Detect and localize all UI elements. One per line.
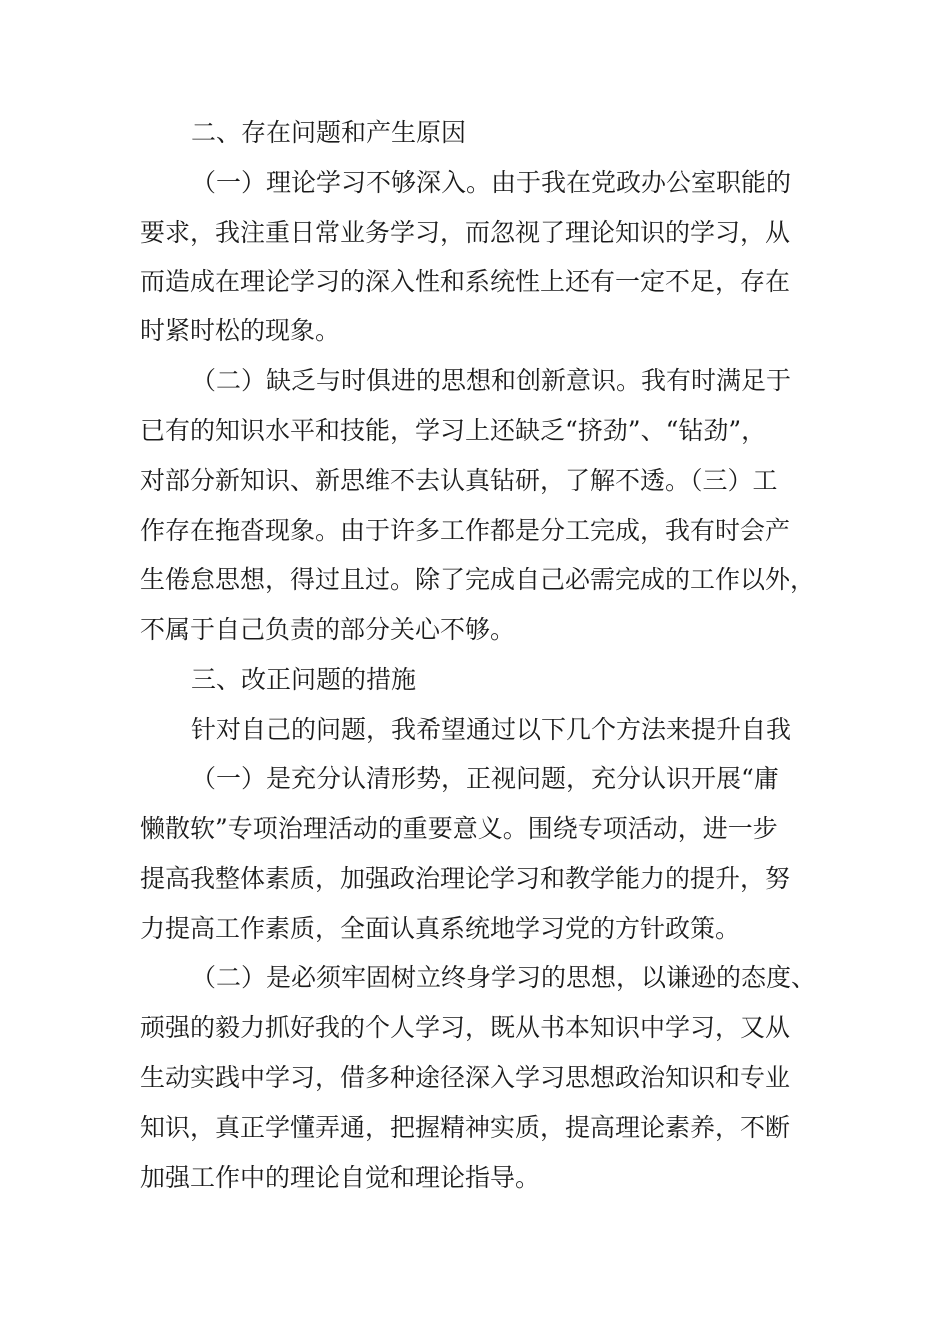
paragraph-line: 知识，真正学懂弄通，把握精神实质，提高理论素养，不断 bbox=[140, 1113, 791, 1142]
paragraph-line: （二）缺乏与时俱进的思想和创新意识。我有时满足于 bbox=[191, 366, 792, 395]
paragraph-line: 而造成在理论学习的深入性和系统性上还有一定不足，存在 bbox=[140, 267, 791, 296]
paragraph-line: 针对自己的问题，我希望通过以下几个方法来提升自我 bbox=[191, 715, 792, 744]
paragraph-line: （一）理论学习不够深入。由于我在党政办公室职能的 bbox=[191, 168, 792, 197]
paragraph-line: 对部分新知识、新思维不去认真钻研，了解不透。（三）工 bbox=[140, 466, 778, 495]
section-heading-corrective-measures: 三、改正问题的措施 bbox=[191, 665, 417, 694]
paragraph-line: 提高我整体素质，加强政治理论学习和教学能力的提升，努 bbox=[140, 864, 791, 893]
paragraph-line: 要求，我注重日常业务学习，而忽视了理论知识的学习，从 bbox=[140, 218, 791, 247]
section-heading-problems-causes: 二、存在问题和产生原因 bbox=[191, 118, 467, 147]
paragraph-line: 已有的知识水平和技能，学习上还缺乏“挤劲”、“钻劲”， bbox=[140, 416, 767, 445]
paragraph-line: 加强工作中的理论自觉和理论指导。 bbox=[140, 1163, 541, 1192]
paragraph-line: 时紧时松的现象。 bbox=[140, 316, 341, 345]
paragraph-line: 顽强的毅力抓好我的个人学习，既从书本知识中学习，又从 bbox=[140, 1013, 791, 1042]
paragraph-line: （一）是充分认清形势，正视问题，充分认识开展“庸 bbox=[191, 764, 779, 793]
paragraph-line: 生倦怠思想，得过且过。除了完成自己必需完成的工作以外， bbox=[140, 565, 816, 594]
paragraph-line: 不属于自己负责的部分关心不够。 bbox=[140, 615, 516, 644]
paragraph-line: 生动实践中学习，借多种途径深入学习思想政治知识和专业 bbox=[140, 1063, 791, 1092]
paragraph-line: 力提高工作素质，全面认真系统地学习党的方针政策。 bbox=[140, 914, 741, 943]
paragraph-line: 懒散软”专项治理活动的重要意义。围绕专项活动，进一步 bbox=[140, 814, 778, 843]
paragraph-line: 作存在拖沓现象。由于许多工作都是分工完成，我有时会产 bbox=[140, 516, 791, 545]
paragraph-line: （二）是必须牢固树立终身学习的思想，以谦逊的态度、 bbox=[191, 963, 817, 992]
